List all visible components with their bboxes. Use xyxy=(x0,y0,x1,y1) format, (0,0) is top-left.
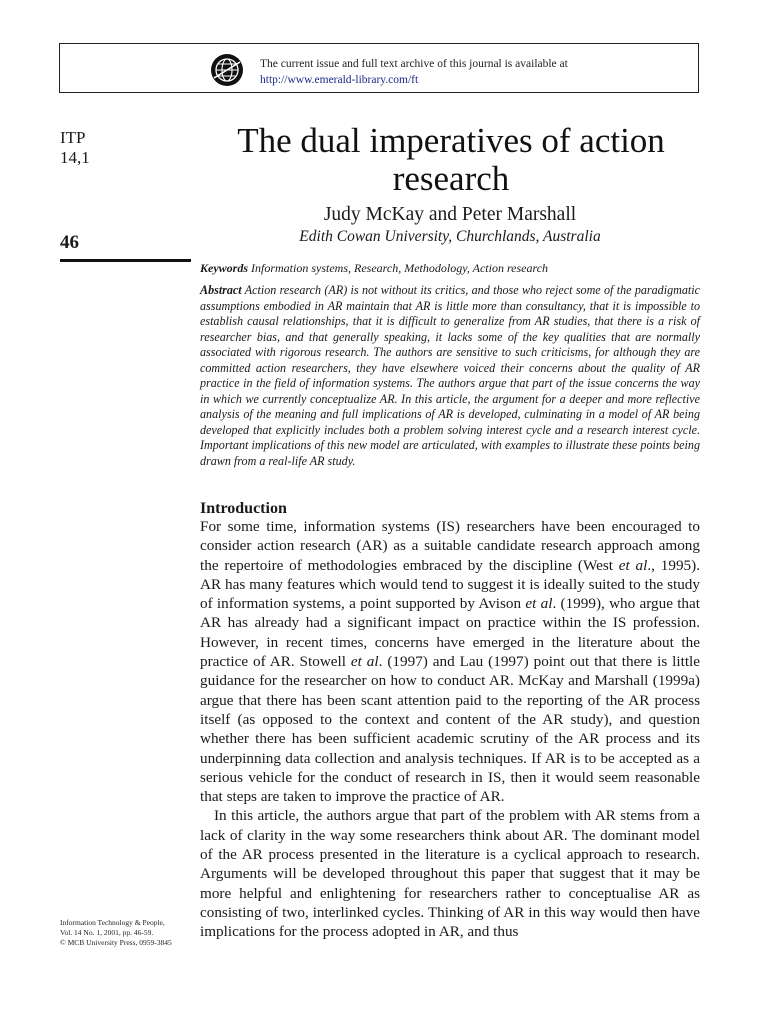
page-number: 46 xyxy=(60,232,79,253)
journal-volume: 14,1 xyxy=(60,148,90,167)
introduction-paragraph-1 xyxy=(200,517,700,806)
journal-abbr: ITP xyxy=(60,128,86,147)
abstract xyxy=(200,283,700,469)
article-title-line2: research xyxy=(392,159,510,198)
para1-text-b: ., 1995). AR has many features which would tend to suggest it is ideally suited to the study of information systems, a point supported by Avison xyxy=(200,556,700,613)
footer-volume-pages: Vol. 14 No. 1, 2001, pp. 46-59. xyxy=(60,928,154,937)
footer-journal-name: Information Technology & People, xyxy=(60,918,165,927)
keywords-text: Information systems, Research, Methodology, Action research xyxy=(251,261,549,275)
page-number-rule xyxy=(60,259,191,262)
article-affiliation: Edith Cowan University, Churchlands, Australia xyxy=(299,228,601,245)
introduction-paragraph-2: In this article, the authors argue that part of the problem with AR stems from a lack of clarity in the way some researchers think about AR. The dominant model of the AR process presented in the literature is a cyclical approach to research. Arguments will be developed throughout this paper that suggest that it may be more helpful and enlightening for researchers rather to conceptualise AR as consisting of two, interlinked cycles. Thinking of AR in this way would then have implications for the process adopted in AR, and thus xyxy=(200,807,700,941)
keywords-label: Keywords xyxy=(200,261,248,275)
para1-text-d: . (1997) and Lau (1997) point out that there is little guidance for the researcher on how to conduct AR. McKay and Marshall (1999a) argue that there has been scant attention paid to the reporting of the AR process itself (as opposed to the context and content of the AR study), and question whether there has been sufficient academic scrutiny of the AR process and its underpinning data collection and analysis techniques. If AR is to be accepted as a serious vehicle for the conduct of research in IS, then it would seem reasonable that steps are taken to improve the practice of AR. xyxy=(200,653,700,806)
journal-code xyxy=(60,128,90,168)
introduction-heading: Introduction xyxy=(200,500,287,517)
abstract-text: Action research (AR) is not without its critics, and those who reject some of the paradigmatic assumptions embodied in AR maintain that AR is little more than consultancy, that it is impossible to establish causal relationships, that it is difficult to generalize from AR studies, that there is a risk of researcher bias, and that generally speaking, it lacks some of the key qualities that are normally associated with rigorous research. The authors are sensitive to such criticisms, for although they are committed action researchers, they have elsewhere voiced their concerns about the quality of AR practice in the field of information systems. The authors argue that part of the issue concerns the way in which we currently conceptualize AR. In this article, the argument for a deeper and more reflective analysis of the meaning and full implications of AR is developed, culminating in a model of AR being developed that explicitly includes both a problem solving interest cycle and a research interest cycle. Important implications of this new model are articulated, with examples to illustrate these points being drawn from a real-life AR study. xyxy=(200,283,700,468)
para1-etal-3: et al xyxy=(350,653,379,671)
archive-url-line xyxy=(260,74,418,86)
keywords xyxy=(200,261,700,276)
article-title-line1: The dual imperatives of action xyxy=(237,121,665,160)
introduction-body xyxy=(200,517,700,942)
abstract-label: Abstract xyxy=(200,283,242,297)
journal-citation-footer xyxy=(60,918,195,948)
para1-etal-2: et al xyxy=(525,595,553,613)
article-authors: Judy McKay and Peter Marshall xyxy=(323,204,577,225)
para1-text-c: . (1999), who argue that AR has already had a significant impact on practice within the IS profession. However, in recent times, concerns have emerged in the literature about the practice of AR. Stowell xyxy=(200,595,700,671)
archive-url-link[interactable]: http://www.emerald-library.com/ft xyxy=(260,74,419,86)
journal-archive-banner xyxy=(59,43,699,93)
archive-notice-text: The current issue and full text archive of this journal is available at xyxy=(260,58,568,70)
article-title xyxy=(190,122,712,198)
para1-text-a: For some time, information systems (IS) researchers have been encouraged to consider action research (AR) as a suitable candidate research approach among the repertoire of methodologies embraced by the discipline (West xyxy=(200,518,700,574)
globe-icon xyxy=(210,53,244,87)
para1-etal-1: et al xyxy=(618,556,648,574)
footer-copyright: © MCB University Press, 0959-3845 xyxy=(60,938,172,947)
